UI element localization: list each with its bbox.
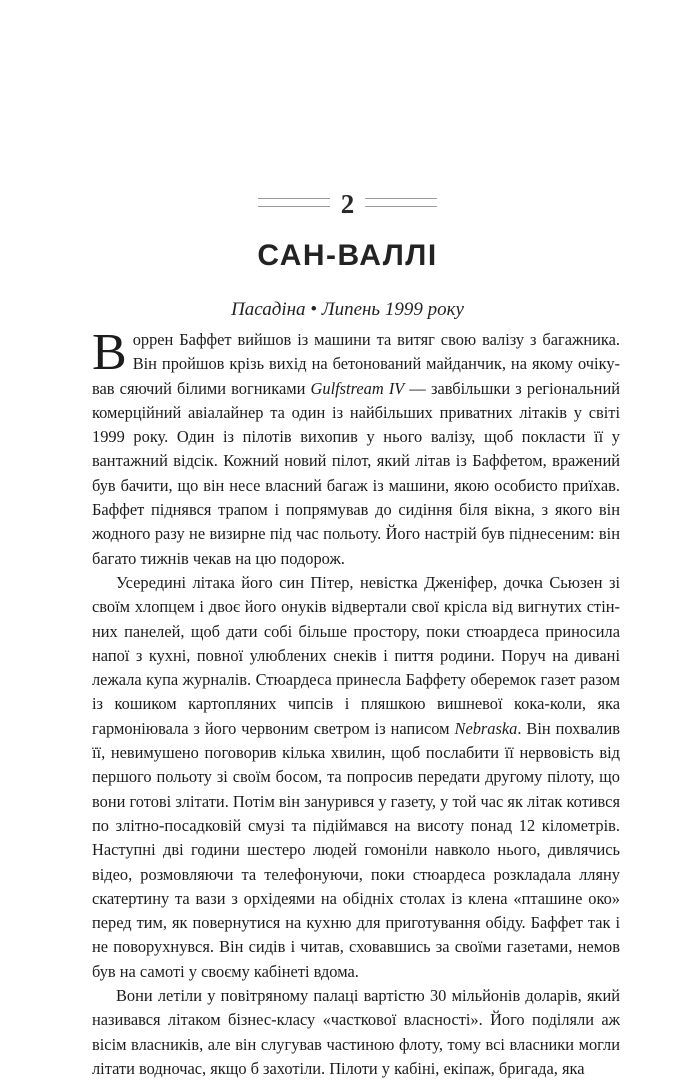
drop-cap: В (92, 324, 127, 381)
paragraph-text: — завбільшки з регіональний комерційний авіалайнер та один із найбільших приватних літаків у світі 1999 року. Один із пілотів вихопив у нього валізу, щоб покласти її у вантажний відсік. Кожний новий пілот, який літав із Баффетом, вражений був бачити, що він несе власний багаж із машини, якою особисто приїхав. Баффет піднявся трапом і попрямував до сидіння біля вікна, з якого він жодного разу не визирне під час польоту. Його настрій був піднесеним: він багато тижнів чекав на цю подорож. (92, 378, 620, 568)
paragraph (92, 984, 620, 1081)
body-text (92, 324, 620, 1081)
paragraph (92, 571, 620, 984)
paragraph-text: Вони летіли у повітряному палаці вартістю 30 мільйонів доларів, який називався літаком бізнес-класу «часткової власності». Його поділяли аж вісім власників, але він слугував частиною флоту, тому всі власники могли літати водночас, якщо б захотіли. Пілоти у кабіні, екіпаж, бригада, яка (92, 986, 620, 1078)
sweater-inscription: Nebraska (454, 718, 518, 738)
paragraph-text: оррен Баффет вийшов із машини та витяг свою валізу з багажника. Він пройшов крізь вихід на бетонований майданчик, на якому очікував сяючий білими вогниками (92, 330, 620, 398)
chapter-title: САН-ВАЛЛІ (257, 239, 438, 272)
chapter-number: 2 (340, 189, 355, 219)
chapter-number-ornament (0, 188, 695, 228)
aircraft-name: Gulfstream IV (310, 378, 405, 398)
paragraph (92, 324, 620, 571)
paragraph-text: Усередині літака його син Пітер, невістка Дженіфер, дочка Сьюзен зі своїм хлопцем і двоє його онуків відвертали свої крісла від вигнутих стінних панелей, щоб дати собі більше простору, поки стюардеса приносила напої з кухні, повної улюблених снеків і пиття родини. Поруч на дивані лежала купа журналів. Стюардеса принесла Баффету оберемок газет разом із кошиком картопляних чипсів і пляшкою вишневої кока-коли, яка гармоніювала з його червоним светром із написом (92, 572, 620, 738)
right-double-rule (365, 198, 437, 207)
paragraph-text: . Він похвалив її, невимушено поговорив кілька хвилин, щоб послабити її нервовість від першого польоту зі своїм босом, та попросив передати другому пілоту, що вони готові злітати. Потім він занурився у газету, у той час як літак котився по злітно-посадковій смузі та підіймався на висоту понад 12 кілометрів. Наступні дві години шестеро людей гомоніли навколо нього, дивлячись відео, розмовляючи та телефонуючи, поки стюардеса розкладала лляну скатертину та вази з орхідеями на обідніх столах із клена «пташине око» перед тим, як повернутися на кухню для приготування обіду. Баффет так і не поворухнувся. Він сидів і читав, сховавшись за своїми газетами, немов був на самоті у своєму кабінеті вдома. (92, 718, 620, 981)
chapter-subtitle: Пасадіна • Липень 1999 року (231, 299, 464, 320)
left-double-rule (258, 198, 330, 207)
